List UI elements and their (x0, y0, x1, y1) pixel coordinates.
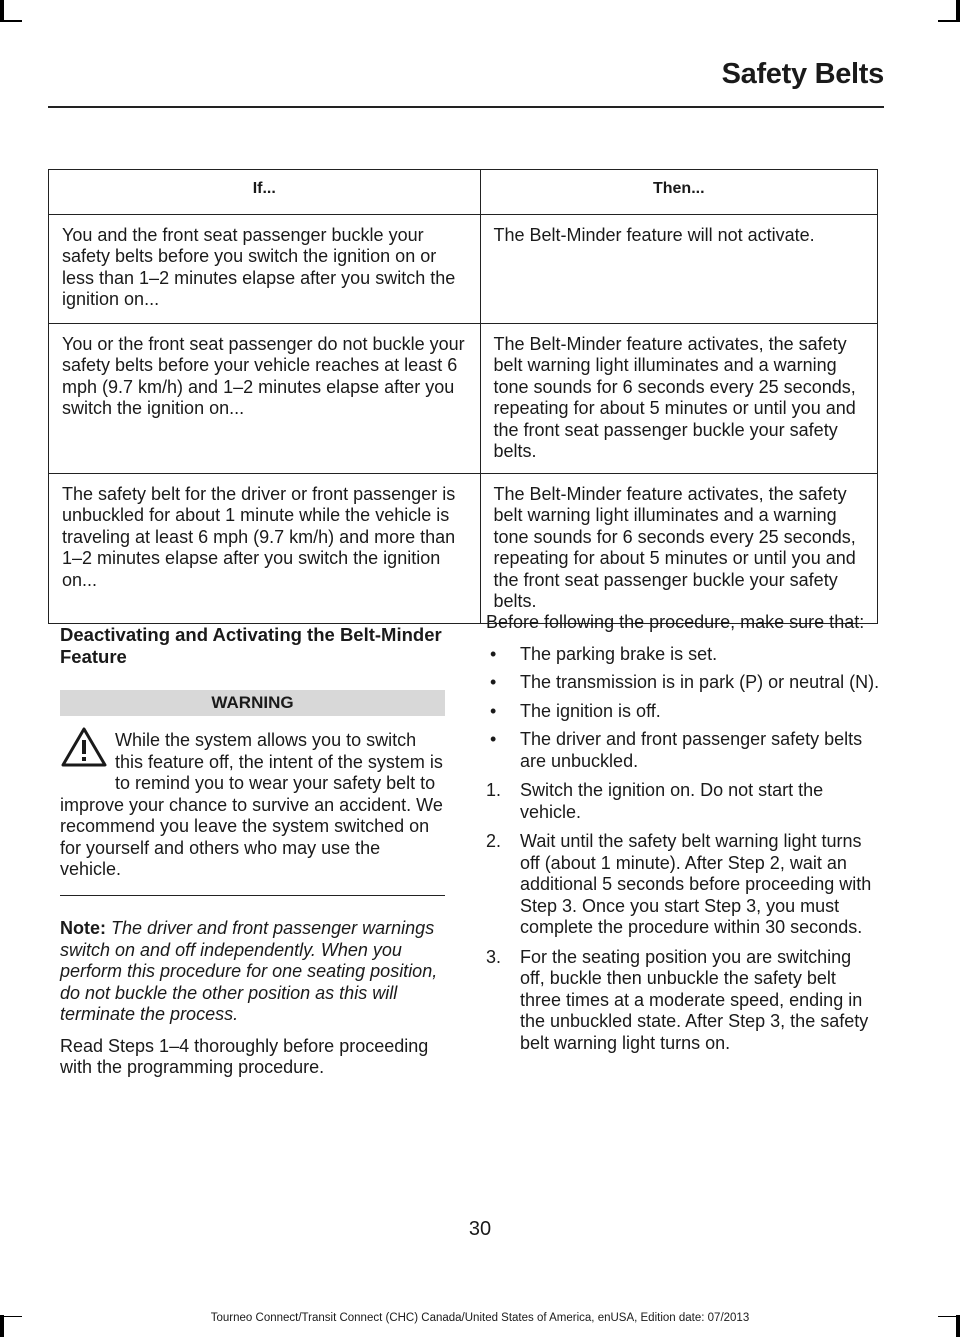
list-item (486, 644, 880, 666)
list-item-text: The transmission is in park (P) or neutral (N). (520, 672, 880, 692)
note-label: Note: (60, 918, 106, 938)
step-text: Switch the ignition on. Do not start the vehicle. (520, 780, 824, 822)
section-heading: Deactivating and Activating the Belt-Minder Feature (60, 624, 442, 667)
bullet-marker: • (490, 643, 497, 664)
table-row (49, 214, 878, 323)
crop-mark (956, 0, 960, 22)
list-item (486, 701, 880, 723)
warning-text-body: While the system allows you to switch this feature off, the intent of the system is to remind you to wear your safety belt to improve your chance to survive an accident. We recommend you leave the system switched on for yourself and others who may use the vehicle. (60, 730, 443, 879)
step-text: Wait until the safety belt warning light turns off (about 1 minute). After Step 2, wait an additional 5 seconds before proceeding with Step 3. Once you start Step 3, you must complete the procedure within 30 seconds. (520, 831, 872, 937)
right-column (486, 612, 880, 1062)
belt-minder-table (48, 169, 878, 624)
crop-mark (0, 0, 4, 22)
note-text: The driver and front passenger warnings switch on and off independently. When you perform this procedure for one seating position, do not buckle the other position as this will terminate the process. (60, 918, 438, 1024)
table-cell-result: The Belt-Minder feature activates, the safety belt warning light illuminates and a warning tone sounds for 6 seconds every 25 seconds, repeating for about 5 minutes or until you and the front seat passenger buckle your safety belts. (480, 473, 878, 623)
list-item-text: The driver and front passenger safety belts are unbuckled. (520, 729, 863, 771)
title-divider (48, 106, 884, 108)
warning-box (60, 722, 445, 881)
step-item (486, 831, 880, 939)
warning-banner: WARNING (60, 690, 445, 716)
warning-divider (60, 895, 445, 897)
procedure-steps (486, 780, 880, 1054)
read-steps-paragraph: Read Steps 1–4 thoroughly before proceeding with the programming procedure. (60, 1035, 429, 1077)
bullet-marker: • (490, 700, 497, 721)
precondition-list (486, 644, 880, 773)
bullet-marker: • (490, 729, 497, 749)
table-cell-result: The Belt-Minder feature activates, the safety belt warning light illuminates and a warning tone sounds for 6 seconds every 25 seconds, repeating for about 5 minutes or until you and the front seat passenger buckle your safety belts. (480, 323, 878, 473)
step-number: 1. (486, 780, 502, 800)
page-title: Safety Belts (721, 58, 884, 90)
note (60, 918, 445, 1026)
step-item (486, 780, 880, 823)
page-number: 30 (468, 1218, 492, 1240)
list-item (486, 672, 880, 694)
left-column (48, 612, 445, 1079)
table-header-row (49, 170, 878, 215)
step-item (486, 947, 880, 1055)
table-cell-condition: The safety belt for the driver or front passenger is unbuckled for about 1 minute while the vehicle is traveling at least 6 mph (9.7 km/h) and more than 1–2 minutes elapse after you switch the ignition on... (49, 473, 481, 623)
step-number: 3. (486, 946, 502, 967)
crop-mark (938, 20, 960, 22)
list-item (486, 729, 880, 772)
table-cell-condition: You and the front seat passenger buckle your safety belts before you switch the ignition on or less than 1–2 minutes elapse after you switch the ignition on... (49, 214, 481, 323)
step-number: 2. (486, 831, 502, 851)
bullet-marker: • (490, 672, 497, 692)
step-text: For the seating position you are switching off, buckle then unbuckle the safety belt three times at a moderate speed, ending in the unbuckled state. After Step 3, the safety belt warning light turns on. (520, 946, 869, 1053)
list-item-text: The parking brake is set. (520, 643, 718, 664)
warning-text (60, 722, 445, 881)
table-cell-condition: You or the front seat passenger do not buckle your safety belts before your vehicle reaches at least 6 mph (9.7 km/h) and 1–2 minutes elapse after you switch the ignition on... (49, 323, 481, 473)
list-item-text: The ignition is off. (520, 700, 661, 721)
table-cell-result: The Belt-Minder feature will not activate. (480, 214, 878, 323)
crop-mark (0, 20, 22, 22)
page-footer: Tourneo Connect/Transit Connect (CHC) Canada/United States of America, enUSA, Edition date: 07/2013 (210, 1312, 750, 1324)
table-header-if: If... (49, 170, 481, 215)
table-header-then: Then... (480, 170, 878, 215)
procedure-intro: Before following the procedure, make sure that: (486, 612, 865, 632)
table-row (49, 473, 878, 623)
table-row (49, 323, 878, 473)
warning-triangle-icon (60, 726, 108, 768)
